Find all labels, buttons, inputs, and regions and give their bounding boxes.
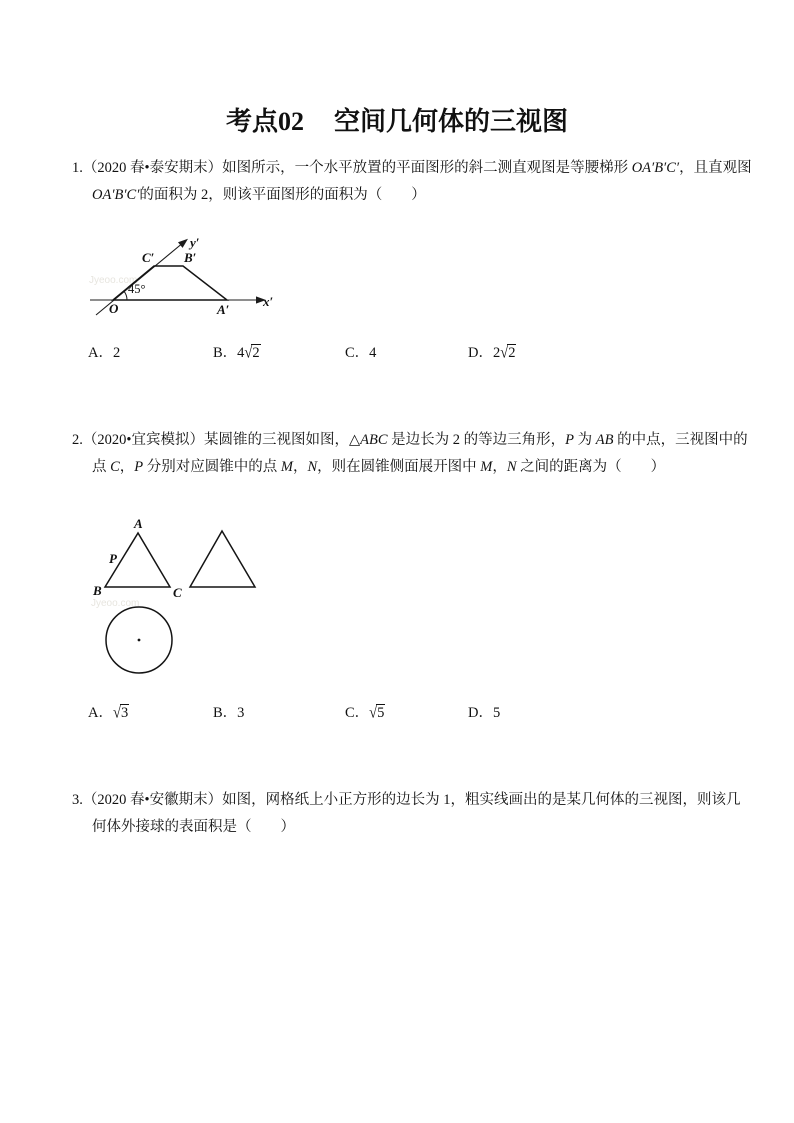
math-var: P [134,459,144,475]
text-run: D．2 [468,345,501,361]
text-run: ，则在圆锥侧面展开图中 [317,459,481,475]
q1-diagram [88,227,273,322]
text-run: 的中点，三视图中的 [613,432,748,448]
q1-choice-d [468,343,516,363]
q1-choice-c: C．4 [345,345,377,361]
q3-text-line2 [92,817,295,837]
text-run: B．4 [213,345,245,361]
text-run: 何体外接球的表面积是（ ） [92,819,295,835]
q3-text-line1 [72,790,740,810]
text-run: 1.（2020 春•泰安期末）如图所示，一个水平放置的平面图形的斜二测直观图是等腰梯形 [72,160,632,176]
text-run: C． [345,705,370,721]
y-axis-label: y′ [190,235,200,250]
text-run: ， [293,459,308,475]
text-run: 的面积为 2，则该平面图形的面积为（ ） [139,187,426,203]
watermark: Jyeoo.com [89,275,138,286]
sqrt-sign: √ [369,704,378,722]
q2-text-line1 [72,430,748,450]
x-axis-label: x′ [263,294,273,309]
text-run: ， [119,459,135,475]
q2-choice-a [88,703,129,723]
page-title [0,101,794,138]
math-var: ABC [360,432,388,448]
text-run: 2.（2020•宜宾模拟）某圆锥的三视图如图，△ [72,432,361,448]
math-var: OA′B′C′ [631,160,680,176]
q1-text-line1 [72,158,752,178]
q2-diagram [90,513,270,683]
radicand: 2 [508,345,516,361]
angle-arc [124,291,127,300]
q2-choice-c [345,703,385,723]
math-var: N [506,459,517,475]
sqrt-sign: √ [112,704,121,722]
vertex-a-label: A [134,516,143,531]
text-run: 3.（2020 春•安徽期末）如图，网格纸上小正方形的边长为 1，粗实线画出的是某几何体的三视图，则该几 [72,792,741,808]
q2-choice-b: B．3 [213,705,245,721]
math-var: P [565,432,574,448]
radicand: 2 [252,345,260,361]
vertex-a-label: A′ [217,302,230,317]
math-var: OA′B′C′ [92,187,140,203]
vertex-c-label: C [173,585,182,600]
radicand: 3 [120,705,129,721]
q1-choice-a: A．2 [88,345,121,361]
circle-center-dot [138,639,141,642]
q2-choices [0,703,794,729]
text-run: ， [492,459,507,475]
math-var: M [480,459,493,475]
q2-choice-d: D．5 [468,705,501,721]
vertex-c-label: C′ [142,250,155,265]
radicand: 5 [377,705,385,721]
origin-label: O [109,301,119,316]
title-part1: 考点02 [225,107,304,136]
text-run: A． [88,705,113,721]
text-run: ，且直观图 [679,160,752,176]
sqrt-sign: √ [244,344,253,362]
math-var: C [110,459,120,475]
math-var: M [280,459,293,475]
math-var: AB [595,432,614,448]
q1-choices [0,343,794,369]
vertex-b-label: B′ [184,250,197,265]
title-part2: 空间几何体的三视图 [334,107,569,136]
q1-choice-b [213,343,261,363]
q1-text-line2 [92,185,426,205]
sqrt-sign: √ [500,344,509,362]
text-run: 分别对应圆锥中的点 [143,459,281,475]
math-var: N [307,459,318,475]
point-p-label: P [109,551,117,566]
text-run: 是边长为 2 的等边三角形， [387,432,566,448]
angle-label: 45° [128,282,146,296]
vertex-b-label: B [93,583,102,598]
text-run: 之间的距离为（ ） [516,459,666,475]
side-view-triangle [190,531,255,587]
text-run: 点 [92,459,111,475]
text-run: 为 [573,432,596,448]
watermark: Jyeoo.com [91,598,140,609]
q2-text-line2 [92,457,665,477]
